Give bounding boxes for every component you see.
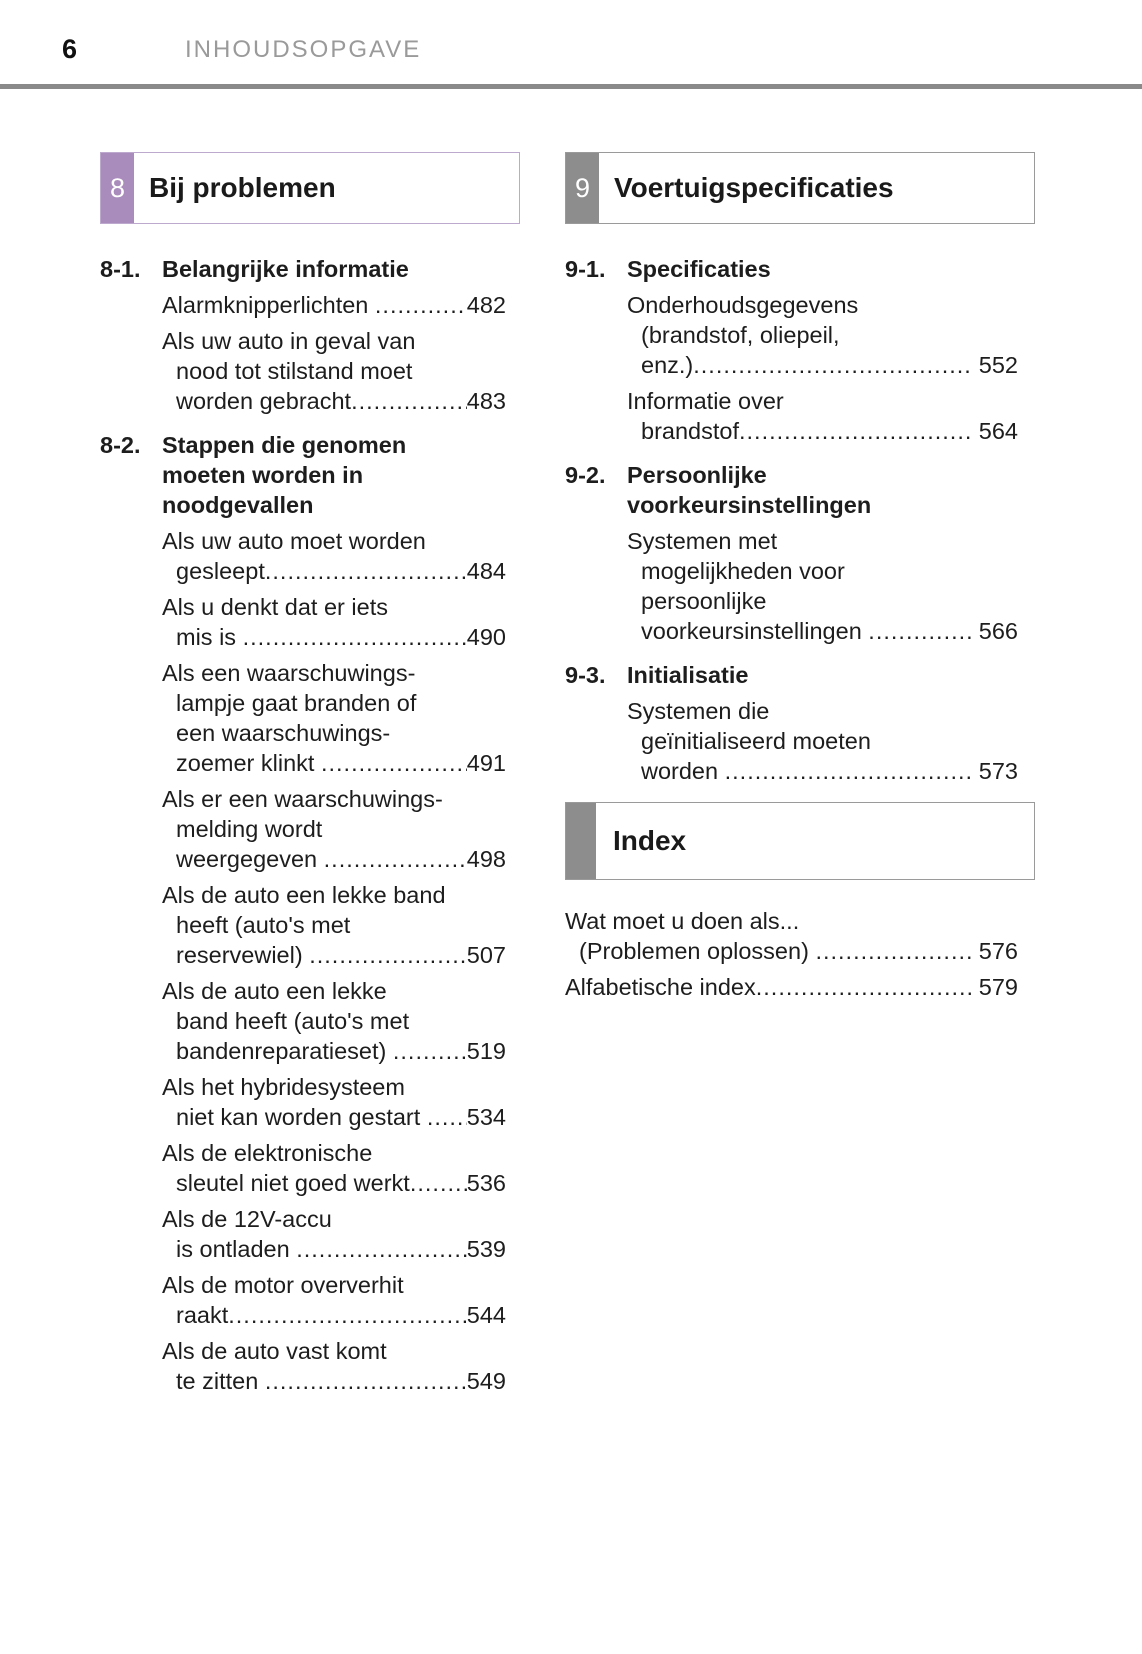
section-title-line: noodgevallen: [162, 492, 314, 518]
toc-entry-text: mis is: [176, 624, 243, 650]
chapter-8-box: [100, 152, 520, 224]
toc-entry: [100, 1204, 506, 1264]
section-number: 9-3.: [565, 662, 606, 688]
toc-entry-text: enz.): [641, 352, 694, 378]
toc-entry-text: raakt: [176, 1302, 229, 1328]
toc-entry-line: [162, 290, 506, 320]
toc-entry-line: band heeft (auto's met: [176, 1008, 410, 1034]
section-title-line: voorkeursinstellingen: [627, 492, 872, 518]
page-number: 579: [978, 974, 1018, 1000]
toc-section: [100, 254, 506, 416]
toc-entry-line: [565, 936, 1018, 966]
dot-leader: [296, 1234, 467, 1264]
toc-entry-text: niet kan worden gestart: [176, 1104, 427, 1130]
dot-leader: [351, 386, 467, 416]
toc-entry-line: een waarschuwings-: [176, 720, 391, 746]
page-number: 539: [466, 1236, 506, 1262]
page-header: [0, 34, 1142, 68]
dot-leader: [324, 844, 467, 874]
toc-entry-line: persoonlijke: [641, 588, 767, 614]
toc-entry: [100, 1072, 506, 1132]
page-number: 549: [466, 1368, 506, 1394]
toc-entry: [100, 592, 506, 652]
page-number: 482: [466, 292, 506, 318]
toc-entry-line: [162, 1366, 506, 1396]
toc-entry: [100, 658, 506, 778]
toc-entry-line: [627, 416, 1018, 446]
toc-entry: [565, 696, 1018, 786]
toc-entry: [100, 1336, 506, 1396]
toc-entry-line: [162, 1234, 506, 1264]
right-column: [565, 152, 1035, 1002]
section-title: [162, 254, 409, 284]
toc-entry-line: lampje gaat branden of: [176, 690, 417, 716]
toc-entry-line: [162, 748, 506, 778]
page-number: 552: [978, 352, 1018, 378]
toc-entry-text: voorkeursinstellingen: [641, 618, 869, 644]
toc-entry-line: geïnitialiseerd moeten: [641, 728, 871, 754]
section-number: 9-2.: [565, 462, 606, 488]
section-header: [565, 254, 1018, 284]
toc-entry: [100, 326, 506, 416]
toc-entry-line: Als uw auto moet worden: [162, 528, 426, 554]
toc-entry-text: worden gebracht: [176, 388, 352, 414]
toc-entry-line: [162, 622, 506, 652]
page-number: 490: [466, 624, 506, 650]
toc-entry-line: Als de motor oververhit: [162, 1272, 404, 1298]
page-number: 544: [466, 1302, 506, 1328]
toc-section: [565, 460, 1018, 646]
toc-entry: [100, 976, 506, 1066]
toc-entry: [100, 1270, 506, 1330]
toc-entry: [565, 526, 1018, 646]
toc-entry: [100, 526, 506, 586]
page-number: 534: [466, 1104, 506, 1130]
toc-entry-text: bandenreparatieset): [176, 1038, 393, 1064]
dot-leader: [265, 556, 467, 586]
page-number: 573: [978, 758, 1018, 784]
toc-entry-text: Alarmknipperlichten: [162, 292, 375, 318]
section-title: [627, 460, 871, 520]
toc-entry-text: sleutel niet goed werkt: [176, 1170, 410, 1196]
toc-entry-line: [627, 616, 1018, 646]
toc-list-chapter-9: [565, 254, 1018, 786]
dot-leader: [815, 936, 973, 966]
page-number: 564: [978, 418, 1018, 444]
toc-entry-text: (Problemen oplossen): [579, 938, 816, 964]
index-tab: [566, 803, 596, 879]
page-title: INHOUDSOPGAVE: [185, 36, 422, 63]
toc-entry-text: reservewiel): [176, 942, 310, 968]
toc-entry-line: [162, 1036, 506, 1066]
toc-entry: [100, 290, 506, 320]
toc-section: [100, 430, 506, 1396]
toc-list-chapter-8: [100, 254, 506, 1396]
toc-entry-line: Als uw auto in geval van: [162, 328, 416, 354]
toc-entry: [565, 906, 1018, 966]
toc-entry-text: gesleept: [176, 558, 265, 584]
section-title-line: Persoonlijke: [627, 462, 767, 488]
toc-entry-line: [162, 386, 506, 416]
toc-entry-line: Als u denkt dat er iets: [162, 594, 388, 620]
toc-entry-text: brandstof: [641, 418, 739, 444]
page-number: 498: [466, 846, 506, 872]
toc-list-index: [565, 906, 1018, 1002]
chapter-9-box: [565, 152, 1035, 224]
section-header: [100, 430, 506, 520]
dot-leader: [756, 972, 974, 1002]
toc-entry-text: te zitten: [176, 1368, 265, 1394]
toc-entry-line: Systemen met: [627, 528, 778, 554]
section-number: 8-1.: [100, 256, 141, 282]
page-number: 576: [978, 938, 1018, 964]
toc-entry-line: melding wordt: [176, 816, 323, 842]
section-header: [565, 460, 1018, 520]
chapter-8-tab: 8: [101, 153, 134, 223]
toc-entry-line: heeft (auto's met: [176, 912, 351, 938]
left-column: [100, 152, 520, 1396]
toc-entry-line: Systemen die: [627, 698, 770, 724]
page-number: 483: [466, 388, 506, 414]
section-title-line: Specificaties: [627, 256, 771, 282]
page-number-label: 6: [62, 34, 78, 64]
dot-leader: [243, 622, 467, 652]
page-number: 491: [466, 750, 506, 776]
toc-section: [565, 254, 1018, 446]
toc-entry-line: Wat moet u doen als...: [565, 908, 800, 934]
page-number: 507: [466, 942, 506, 968]
dot-leader: [393, 1036, 467, 1066]
dot-leader: [410, 1168, 467, 1198]
page-number: 536: [466, 1170, 506, 1196]
toc-entry-text: zoemer klinkt: [176, 750, 321, 776]
toc-section: [565, 660, 1018, 786]
toc-entry-line: Informatie over: [627, 388, 784, 414]
toc-entry-line: [162, 940, 506, 970]
toc-entry-line: Als de elektronische: [162, 1140, 373, 1166]
toc-entry-line: Als de auto een lekke: [162, 978, 387, 1004]
toc-entry-line: mogelijkheden voor: [641, 558, 845, 584]
section-title: [627, 254, 771, 284]
toc-entry-line: [627, 756, 1018, 786]
section-title-line: Initialisatie: [627, 662, 749, 688]
index-title: Index: [613, 825, 687, 856]
toc-entry-line: Onderhoudsgegevens: [627, 292, 859, 318]
page-number: 484: [466, 558, 506, 584]
chapter-9-title: Voertuigspecificaties: [614, 172, 894, 203]
dot-leader: [739, 416, 974, 446]
section-title-line: Stappen die genomen: [162, 432, 407, 458]
section-header: [565, 660, 1018, 690]
toc-entry-line: Als de 12V-accu: [162, 1206, 332, 1232]
chapter-9-tab: 9: [566, 153, 599, 223]
toc-entry-line: [162, 844, 506, 874]
dot-leader: [321, 748, 467, 778]
section-number: 9-1.: [565, 256, 606, 282]
toc-entry-line: [162, 556, 506, 586]
chapter-8-title: Bij problemen: [149, 172, 336, 203]
toc-entry-text: Alfabetische index: [565, 974, 756, 1000]
header-rule: [0, 84, 1142, 89]
section-header: [100, 254, 506, 284]
toc-entry: [565, 386, 1018, 446]
index-box: [565, 802, 1035, 880]
toc-entry-text: is ontladen: [176, 1236, 297, 1262]
dot-leader: [693, 350, 974, 380]
dot-leader: [375, 290, 467, 320]
toc-entry-line: nood tot stilstand moet: [176, 358, 413, 384]
dot-leader: [309, 940, 467, 970]
page-number: 566: [978, 618, 1018, 644]
page-number: 519: [466, 1038, 506, 1064]
toc-entry-line: [162, 1300, 506, 1330]
section-title-line: moeten worden in: [162, 462, 364, 488]
toc-entry: [100, 784, 506, 874]
toc-entry-line: [162, 1102, 506, 1132]
toc-entry: [565, 290, 1018, 380]
section-title: [627, 660, 748, 690]
toc-entry-line: [565, 972, 1018, 1002]
toc-entry-line: [162, 1168, 506, 1198]
toc-entry: [565, 972, 1018, 1002]
dot-leader: [265, 1366, 467, 1396]
toc-entry: [100, 1138, 506, 1198]
toc-entry-text: weergegeven: [176, 846, 324, 872]
toc-entry-line: Als er een waarschuwings-: [162, 786, 443, 812]
dot-leader: [868, 616, 973, 646]
section-number: 8-2.: [100, 432, 141, 458]
section-title: [162, 430, 406, 520]
toc-entry-text: worden: [641, 758, 725, 784]
toc-entry-line: (brandstof, oliepeil,: [641, 322, 840, 348]
dot-leader: [228, 1300, 467, 1330]
dot-leader: [427, 1102, 467, 1132]
toc-entry-line: Als het hybridesysteem: [162, 1074, 405, 1100]
toc-entry-line: [627, 350, 1018, 380]
toc-entry-line: Als de auto vast komt: [162, 1338, 387, 1364]
section-title-line: Belangrijke informatie: [162, 256, 409, 282]
dot-leader: [725, 756, 974, 786]
toc-entry-line: Als de auto een lekke band: [162, 882, 446, 908]
toc-entry: [100, 880, 506, 970]
toc-entry-line: Als een waarschuwings-: [162, 660, 416, 686]
